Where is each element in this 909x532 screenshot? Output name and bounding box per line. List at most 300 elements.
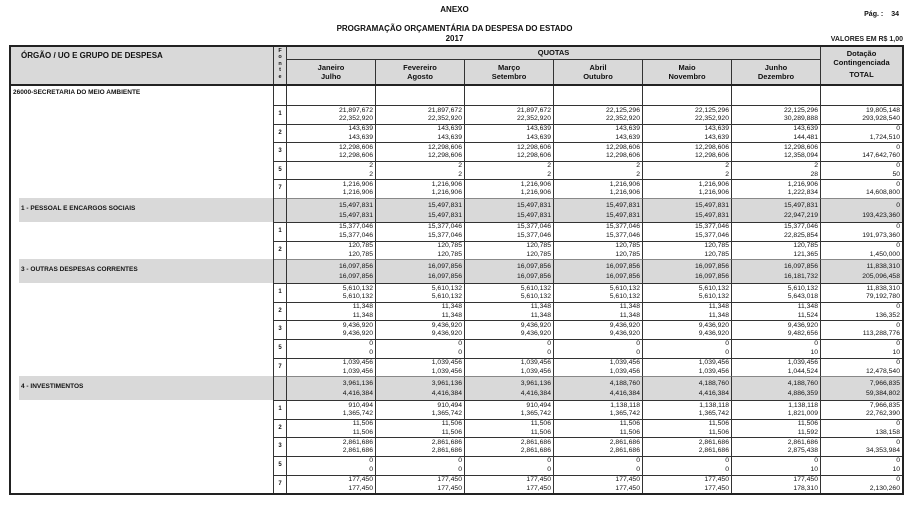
fonte-cell — [274, 259, 287, 283]
value-top: 0 — [814, 457, 818, 465]
fonte-cell: 7 — [274, 358, 287, 377]
value-cell — [287, 222, 376, 241]
value-bottom: 16,097,856 — [605, 273, 640, 281]
value-cell — [376, 142, 465, 161]
value-top: 11,506 — [619, 420, 640, 428]
value-top: 0 — [369, 457, 373, 465]
value-cell — [287, 283, 376, 302]
value-top: 0 — [725, 340, 729, 348]
value-top: 15,497,831 — [694, 201, 729, 209]
value-bottom: 12,298,606 — [605, 152, 640, 160]
total-cell — [821, 105, 902, 124]
fonte-cell: 2 — [274, 124, 287, 143]
value-bottom: 22,352,920 — [338, 115, 373, 123]
value-top: 11,506 — [530, 420, 551, 428]
value-top: 9,436,920 — [698, 321, 729, 329]
value-bottom: 2,861,686 — [431, 447, 462, 455]
value-cell — [732, 283, 821, 302]
value-top: 22,125,296 — [783, 106, 818, 114]
value-bottom: 143,639 — [526, 133, 551, 141]
table-header — [11, 47, 902, 86]
fonte-cell: 1 — [274, 222, 287, 241]
value-top: 0 — [896, 162, 900, 170]
value-top: 2,861,686 — [609, 438, 640, 446]
value-cell — [465, 142, 554, 161]
value-top: 11,838,310 — [866, 284, 900, 292]
value-cell — [643, 161, 732, 180]
col-header-fonte: F o n t e — [274, 47, 287, 84]
value-bottom: 22,352,920 — [427, 115, 462, 123]
value-bottom: 12,298,606 — [516, 152, 551, 160]
value-top: 11,506 — [441, 420, 462, 428]
total-cell — [821, 86, 902, 105]
col-header-month-2: Fevereiro Agosto — [376, 60, 465, 84]
value-cell — [643, 283, 732, 302]
fonte-row — [11, 283, 902, 302]
value-bottom: 12,478,540 — [865, 367, 900, 375]
row-name-blank — [11, 400, 274, 419]
value-bottom: 2,130,260 — [869, 484, 900, 492]
value-top: 0 — [896, 143, 900, 151]
value-top: 0 — [896, 340, 900, 348]
value-bottom: 177,450 — [437, 484, 462, 492]
value-top: 1,039,456 — [342, 359, 373, 367]
value-top: 15,377,046 — [694, 223, 729, 231]
value-bottom: 177,450 — [526, 484, 551, 492]
value-bottom: 143,639 — [615, 133, 640, 141]
fonte-cell: 2 — [274, 302, 287, 321]
value-cell — [376, 86, 465, 105]
value-top: 0 — [458, 457, 462, 465]
value-cell — [643, 198, 732, 222]
value-bottom: 16,097,856 — [427, 273, 462, 281]
value-bottom: 9,436,920 — [698, 330, 729, 338]
value-cell — [643, 241, 732, 260]
value-top: 1,039,456 — [698, 359, 729, 367]
value-cell — [643, 142, 732, 161]
value-bottom: 2,861,686 — [609, 447, 640, 455]
value-bottom: 2 — [547, 170, 551, 178]
value-cell — [287, 105, 376, 124]
value-cell — [376, 198, 465, 222]
value-bottom: 30,289,888 — [783, 115, 818, 123]
value-bottom: 28 — [810, 170, 818, 178]
value-bottom: 143,639 — [348, 133, 373, 141]
value-cell — [732, 259, 821, 283]
value-cell — [376, 376, 465, 400]
value-bottom: 1,216,906 — [520, 189, 551, 197]
value-cell — [732, 105, 821, 124]
col-header-month-4: Abril Outubro — [554, 60, 643, 84]
value-bottom: 1,044,524 — [787, 367, 818, 375]
value-bottom: 11,506 — [441, 428, 462, 436]
value-top: 9,436,920 — [787, 321, 818, 329]
value-bottom: 12,298,606 — [338, 152, 373, 160]
value-top: 3,961,136 — [342, 380, 373, 388]
value-bottom: 9,436,920 — [342, 330, 373, 338]
total-cell — [821, 161, 902, 180]
fonte-row — [11, 179, 902, 198]
fonte-cell: 3 — [274, 437, 287, 456]
fonte-row — [11, 400, 902, 419]
value-cell — [376, 456, 465, 475]
fonte-cell: 7 — [274, 475, 287, 494]
value-cell — [376, 241, 465, 260]
value-bottom: 5,610,132 — [609, 293, 640, 301]
value-top: 120,785 — [437, 242, 462, 250]
value-top: 0 — [896, 242, 900, 250]
value-cell — [643, 105, 732, 124]
value-bottom: 11,506 — [530, 428, 551, 436]
value-bottom: 11,348 — [530, 311, 551, 319]
value-bottom: 10 — [810, 349, 818, 357]
value-cell — [465, 376, 554, 400]
value-cell — [554, 198, 643, 222]
value-top: 1,039,456 — [431, 359, 462, 367]
value-top: 143,639 — [793, 125, 818, 133]
value-top: 16,097,856 — [783, 263, 818, 271]
group-label: 4 - INVESTIMENTOS — [21, 383, 84, 391]
fonte-cell: 5 — [274, 339, 287, 358]
total-cell — [821, 358, 902, 377]
value-bottom: 16,097,856 — [694, 273, 729, 281]
total-cell — [821, 419, 902, 438]
fonte-row — [11, 437, 902, 456]
fonte-cell: 1 — [274, 105, 287, 124]
total-cell — [821, 241, 902, 260]
value-bottom: 0 — [636, 349, 640, 357]
value-top: 19,805,148 — [865, 106, 900, 114]
value-top: 15,497,831 — [427, 201, 462, 209]
expense-group-row — [11, 198, 902, 222]
value-bottom: 178,310 — [793, 484, 818, 492]
value-cell — [732, 241, 821, 260]
fonte-cell: 1 — [274, 283, 287, 302]
value-bottom: 0 — [547, 349, 551, 357]
fonte-cell: 5 — [274, 161, 287, 180]
value-bottom: 4,416,384 — [431, 390, 462, 398]
value-cell — [287, 456, 376, 475]
row-name-blank — [11, 179, 274, 198]
value-cell — [465, 105, 554, 124]
value-bottom: 1,039,456 — [609, 367, 640, 375]
col-header-month-5: Maio Novembro — [643, 60, 732, 84]
fonte-row — [11, 124, 902, 143]
value-bottom: 9,436,920 — [431, 330, 462, 338]
page-number: 34 — [891, 11, 899, 18]
value-bottom: 147,642,760 — [862, 152, 900, 160]
value-cell — [465, 179, 554, 198]
page-label: Pág. : — [864, 11, 884, 18]
total-cell — [821, 320, 902, 339]
value-cell — [287, 339, 376, 358]
total-cell — [821, 376, 902, 400]
value-cell — [732, 198, 821, 222]
value-top: 12,298,606 — [516, 143, 551, 151]
col-header-dotacao-total: Dotação Contingenciada TOTAL — [833, 49, 890, 79]
value-bottom: 15,377,046 — [694, 232, 729, 240]
value-cell — [376, 222, 465, 241]
value-cell — [732, 419, 821, 438]
fonte-row — [11, 222, 902, 241]
value-top: 15,497,831 — [783, 201, 818, 209]
value-cell — [465, 358, 554, 377]
value-cell — [554, 475, 643, 494]
row-name-blank — [11, 283, 274, 302]
value-bottom: 0 — [369, 466, 373, 473]
value-cell — [643, 179, 732, 198]
value-top: 16,097,856 — [694, 263, 729, 271]
value-bottom: 15,497,831 — [694, 211, 729, 219]
value-top: 7,966,835 — [869, 380, 900, 388]
value-bottom: 1,222,834 — [787, 189, 818, 197]
value-cell — [376, 437, 465, 456]
value-bottom: 177,450 — [615, 484, 640, 492]
value-top: 0 — [636, 457, 640, 465]
value-cell — [732, 456, 821, 475]
value-cell — [732, 437, 821, 456]
value-cell — [554, 400, 643, 419]
expense-group-name — [11, 198, 274, 222]
value-top: 0 — [814, 340, 818, 348]
value-top: 5,610,132 — [787, 284, 818, 292]
value-cell — [465, 320, 554, 339]
value-top: 1,138,118 — [610, 401, 640, 409]
organ-name: 26000-SECRETARIA DO MEIO AMBIENTE — [11, 86, 274, 105]
value-top: 0 — [896, 476, 900, 483]
value-bottom: 4,886,359 — [787, 390, 818, 398]
value-cell — [376, 105, 465, 124]
row-name-blank — [11, 320, 274, 339]
value-bottom: 15,497,831 — [516, 211, 551, 219]
expense-group-row — [11, 376, 902, 400]
value-cell — [732, 376, 821, 400]
value-cell — [376, 259, 465, 283]
value-cell — [732, 161, 821, 180]
value-cell — [376, 339, 465, 358]
value-cell — [732, 124, 821, 143]
value-top: 1,039,456 — [520, 359, 551, 367]
row-name-blank — [11, 105, 274, 124]
fonte-row — [11, 339, 902, 358]
value-bottom: 1,039,456 — [520, 367, 551, 375]
total-cell — [821, 259, 902, 283]
value-cell — [465, 241, 554, 260]
value-bottom: 10 — [810, 466, 818, 473]
value-cell — [287, 400, 376, 419]
value-cell — [732, 222, 821, 241]
value-top: 9,436,920 — [609, 321, 640, 329]
col-header-quotas: QUOTAS — [287, 47, 821, 60]
value-top: 16,097,856 — [605, 263, 640, 271]
value-bottom: 1,365,742 — [342, 410, 373, 418]
value-bottom: 10 — [892, 466, 900, 473]
value-bottom: 2 — [636, 170, 640, 178]
value-cell — [554, 302, 643, 321]
value-bottom: 15,497,831 — [427, 211, 462, 219]
value-bottom: 2,861,686 — [520, 447, 551, 455]
value-top: 120,785 — [793, 242, 818, 250]
value-bottom: 0 — [369, 349, 373, 357]
budget-table — [9, 45, 904, 495]
table-body — [11, 86, 902, 493]
fonte-row — [11, 105, 902, 124]
value-top: 177,450 — [437, 476, 462, 483]
value-top: 15,377,046 — [783, 223, 818, 231]
value-top: 1,216,906 — [431, 180, 462, 188]
value-cell — [376, 161, 465, 180]
value-top: 143,639 — [437, 125, 462, 133]
value-top: 11,348 — [352, 303, 373, 311]
value-bottom: 4,416,384 — [342, 390, 373, 398]
value-cell — [465, 339, 554, 358]
value-bottom: 22,825,854 — [783, 232, 818, 240]
value-bottom: 59,384,802 — [865, 390, 900, 398]
value-cell — [465, 161, 554, 180]
value-bottom: 120,785 — [704, 250, 729, 258]
fonte-row — [11, 320, 902, 339]
value-top: 3,961,136 — [431, 380, 462, 388]
fonte-row — [11, 161, 902, 180]
value-cell — [465, 222, 554, 241]
value-cell — [554, 259, 643, 283]
value-cell — [465, 302, 554, 321]
value-bottom: 9,482,656 — [787, 330, 818, 338]
report-year: 2017 — [445, 34, 464, 43]
value-bottom: 1,216,906 — [342, 189, 373, 197]
col-header-month-3: Março Setembro — [465, 60, 554, 84]
value-cell — [465, 198, 554, 222]
col-header-month-1: Janeiro Julho — [287, 60, 376, 84]
value-bottom: 0 — [547, 466, 551, 473]
value-bottom: 22,352,920 — [516, 115, 551, 123]
value-top: 120,785 — [615, 242, 640, 250]
value-top: 11,506 — [708, 420, 729, 428]
value-cell — [643, 358, 732, 377]
total-cell — [821, 222, 902, 241]
fonte-cell: 3 — [274, 320, 287, 339]
value-cell — [465, 456, 554, 475]
total-cell — [821, 475, 902, 494]
value-cell — [554, 161, 643, 180]
value-top: 2 — [814, 162, 818, 170]
value-top: 5,610,132 — [520, 284, 551, 292]
value-cell — [643, 376, 732, 400]
value-cell — [643, 302, 732, 321]
value-cell — [732, 179, 821, 198]
value-top: 4,188,760 — [609, 380, 640, 388]
value-bottom: 16,181,732 — [783, 273, 818, 281]
row-name-blank — [11, 241, 274, 260]
value-bottom: 177,450 — [704, 484, 729, 492]
value-cell — [465, 437, 554, 456]
value-cell — [376, 475, 465, 494]
value-bottom: 15,377,046 — [338, 232, 373, 240]
value-bottom: 193,423,360 — [862, 211, 900, 219]
col-header-orgao: ÓRGÃO / UO E GRUPO DE DESPESA — [11, 47, 274, 84]
value-bottom: 1,365,742 — [698, 410, 729, 418]
value-top: 0 — [636, 340, 640, 348]
value-cell — [643, 124, 732, 143]
value-bottom: 4,416,384 — [698, 390, 729, 398]
row-name-blank — [11, 456, 274, 475]
value-bottom: 2,861,686 — [698, 447, 729, 455]
fonte-row — [11, 475, 902, 494]
value-cell — [732, 86, 821, 105]
value-top: 1,216,906 — [609, 180, 640, 188]
value-cell — [376, 419, 465, 438]
value-cell — [554, 339, 643, 358]
value-top: 0 — [896, 180, 900, 188]
value-bottom: 11,506 — [708, 428, 729, 436]
organ-row — [11, 86, 902, 105]
value-top: 15,377,046 — [516, 223, 551, 231]
value-bottom: 1,365,742 — [520, 410, 551, 418]
expense-group-row — [11, 259, 902, 283]
value-cell — [554, 222, 643, 241]
value-bottom: 16,097,856 — [516, 273, 551, 281]
value-top: 2,861,686 — [342, 438, 373, 446]
total-cell — [821, 142, 902, 161]
value-top: 0 — [725, 457, 729, 465]
value-top: 15,377,046 — [427, 223, 462, 231]
value-top: 0 — [369, 340, 373, 348]
value-top: 12,298,606 — [338, 143, 373, 151]
value-cell — [643, 419, 732, 438]
value-cell — [287, 241, 376, 260]
value-cell — [643, 456, 732, 475]
value-bottom: 0 — [458, 349, 462, 357]
value-top: 11,348 — [708, 303, 729, 311]
fonte-cell — [274, 376, 287, 400]
value-top: 11,348 — [441, 303, 462, 311]
value-bottom: 0 — [636, 466, 640, 473]
value-top: 0 — [896, 321, 900, 329]
value-bottom: 143,639 — [437, 133, 462, 141]
value-cell — [376, 400, 465, 419]
fonte-cell: 3 — [274, 142, 287, 161]
group-label: 3 - OUTRAS DESPESAS CORRENTES — [21, 266, 138, 274]
value-cell — [554, 283, 643, 302]
value-top: 22,125,296 — [694, 106, 729, 114]
value-cell — [287, 358, 376, 377]
value-bottom: 1,039,456 — [698, 367, 729, 375]
value-bottom: 79,192,780 — [865, 293, 900, 301]
value-top: 0 — [896, 359, 900, 367]
row-name-blank — [11, 419, 274, 438]
value-cell — [554, 241, 643, 260]
value-bottom: 14,608,800 — [865, 189, 900, 197]
fonte-cell — [274, 198, 287, 222]
value-bottom: 11,506 — [352, 428, 373, 436]
value-bottom: 5,643,018 — [787, 293, 818, 301]
value-cell — [554, 179, 643, 198]
value-cell — [465, 400, 554, 419]
value-bottom: 15,377,046 — [605, 232, 640, 240]
value-bottom: 11,348 — [619, 311, 640, 319]
value-bottom: 2,875,438 — [787, 447, 818, 455]
value-cell — [376, 124, 465, 143]
value-top: 910,494 — [526, 401, 551, 409]
value-top: 4,188,760 — [698, 380, 729, 388]
value-top: 910,494 — [348, 401, 373, 409]
value-cell — [554, 376, 643, 400]
value-bottom: 205,096,458 — [862, 273, 900, 281]
value-top: 120,785 — [526, 242, 551, 250]
value-bottom: 113,288,776 — [862, 330, 900, 338]
group-label: 1 - PESSOAL E ENCARGOS SOCIAIS — [21, 204, 136, 212]
value-bottom: 22,352,920 — [605, 115, 640, 123]
